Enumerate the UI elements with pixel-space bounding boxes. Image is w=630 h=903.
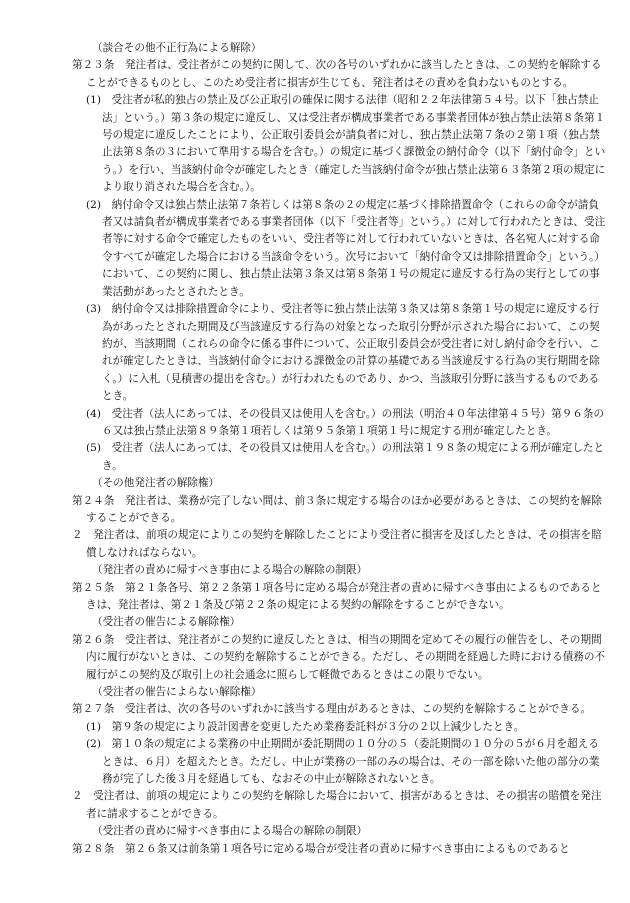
article-28: 第２８条 第２６条又は前条第１項各号に定める場合が受注者の責めに帰すべき事由によるものであると [72,842,570,855]
section-heading: （その他発注者の解除権） [92,477,220,490]
article-27: 第２７条 受注者は、次の各号のいずれかに該当する理由があるときは、この契約を解除することができる。 [72,703,592,716]
article-25: 第２５条 第２１条各号、第２２条第１項各号に定める場合が発注者の責めに帰すべき事由によるものであるときは、発注者は、第２１条及び第２２条の規定による契約の解除をすることができない。 [72,581,602,611]
section-heading: （受注者の責めに帰すべき事由による場合の解除の制限） [92,825,368,838]
article-23-item-4: (4) 受注者（法人にあっては、その役員又は使用人を含む。）の刑法（明治４０年法律第４５号）第９６条の６又は独占禁止法第８９条第１項若しくは第９５条第１項第１号に規定する刑が確定したとき。 [86,407,605,437]
section-heading: （受注者の催告によらない解除権） [92,686,262,699]
article-23-item-5: (5) 受注者（法人にあっては、その役員又は使用人を含む。）の刑法第１９８条の規定による刑が確定したとき。 [86,442,605,472]
article-23: 第２３条 発注者は、受注者がこの契約に関して、次の各号のいずれかに該当したときは、この契約を解除することができるものとし、このため受注者に損害が生じても、発注者はその責めを負わないものとする。 [72,59,602,89]
article-27-item-2: (2) 第１０条の規定による業務の中止期間が委託期間の１０分の５（委託期間の１０分の５が６月を超えるときは、６月）を超えたとき。ただし、中止が業務の一部のみの場合は、その一部を除いた他の部分の業務が完了した後３月を経過しても、なおその中止が解除されないとき。 [86,738,600,786]
article-23-item-3: (3) 納付命令又は排除措置命令により、受注者等に独占禁止法第３条又は第８条第１号の規定に違反する行為があったとされた期間及び当該違反する行為の対象となった取引分野が示された場合において、この契約が、当該期間（これらの命令に係る事件について、公正取引委員会が受注者に対し納付命令を行い、これが確定したときは、当該納付命令における課徴金の計算の基礎である当該違反する行為の実行期間を除く。）に入札（見積書の提出を含む。）が行われたものであり、かつ、当該取引分野に該当するものであるとき。 [86,303,600,403]
section-heading: （受注者の催告による解除権） [92,616,241,629]
article-23-item-2: (2) 納付命令又は独占禁止法第７条若しくは第８条の２の規定に基づく排除措置命令（これらの命令が請負者又は請負者が構成事業者である事業者団体（以下「受注者等」という。）に対して行われたときは、受注者等に対する命令で確定したものをいい、受注者等に対して行われていないときは、各名宛人に対する命令すべてが確定した場合における当該命令をいう。次号において「納付命令又は排除措置命令」という。）において、この契約に関し、独占禁止法第３条又は第８条第１号の規定に違反する行為の実行としての事業活動があったとされたとき。 [86,198,606,298]
section-heading: （発注者の責めに帰すべき事由による場合の解除の制限） [92,564,368,577]
article-24: 第２４条 発注者は、業務が完了しない間は、前３条に規定する場合のほか必要があるときは、この契約を解除することができる。 [72,494,602,524]
article-26: 第２６条 受注者は、発注者がこの契約に違反したときは、相当の期間を定めてその履行の催告をし、その期間内に履行がないときは、この契約を解除することができる。ただし、その期間を経過した時における債務の不履行がこの契約及び取引上の社会通念に照らして軽微であるときはこの限りでない。 [72,633,606,681]
article-27-item-1: (1) 第９条の規定により設計図書を変更したため業務委託料が３分の２以上減少したとき。 [86,720,525,733]
article-24-paragraph-2: ２ 発注者は、前項の規定によりこの契約を解除したことにより受注者に損害を及ぼしたときは、その損害を賠償しなければならない。 [72,529,602,559]
article-27-paragraph-2: ２ 受注者は、前項の規定によりこの契約を解除した場合において、損害があるときは、その損害の賠償を発注者に請求することができる。 [72,790,602,820]
article-23-item-1: (1) 受注者が私的独占の禁止及び公正取引の確保に関する法律（昭和２２年法律第５４号。以下「独占禁止法」という。）第３条の規定に違反し、又は受注者が構成事業者である事業者団体が独占禁止法第８条第１号の規定に違反したことにより、公正取引委員会が請負者に対し、独占禁止法第７条の２第１項（独占禁止法第８条の３において準用する場合を含む。）の規定に基づく課徴金の納付命令（以下「納付命令」という。）を行い、当該納付命令が確定したとき（確定した当該納付命令が独占禁止法第６３条第２項の規定により取り消された場合を含む。）。 [86,94,606,194]
section-heading: （談合その他不正行為による解除） [92,42,262,54]
